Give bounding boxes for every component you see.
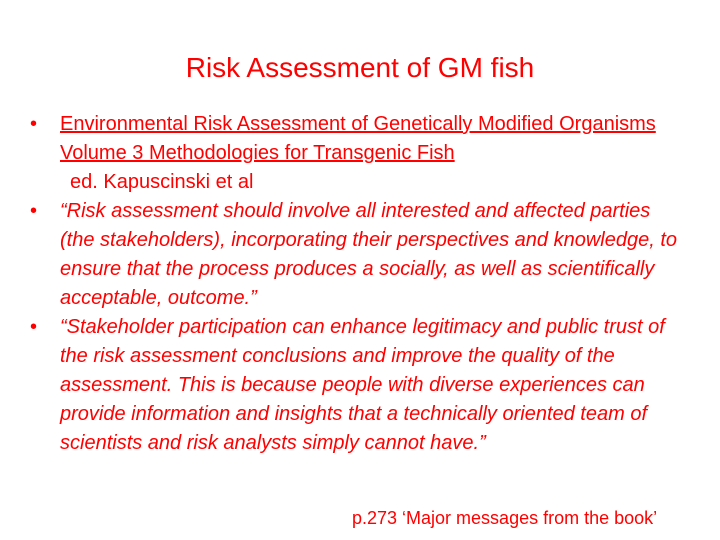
editor-credit: ed. Kapuscinski et al <box>70 171 254 193</box>
list-item-book-reference <box>30 110 690 197</box>
bullet-icon: • <box>30 316 38 338</box>
bullet-icon: • <box>30 200 38 222</box>
list-item-quote-1 <box>30 197 690 313</box>
list-item-quote-2 <box>30 313 690 458</box>
quote-text: “Stakeholder participation can enhance legitimacy and public trust of the risk assessment conclusions and improve the quality of the assessment. This is because people with diverse experiences can provide information and insights that a technically oriented team of scientists and risk analysts simply cannot have.” <box>60 316 665 454</box>
quote-text: “Risk assessment should involve all interested and affected parties (the stakeholders), incorporating their perspectives and knowledge, to ensure that the process produces a socially, as well as scientifically acceptable, outcome.” <box>60 200 678 309</box>
source-citation: p.273 ‘Major messages from the book’ <box>352 508 658 528</box>
bullet-list <box>30 110 690 458</box>
bullet-icon: • <box>30 113 38 135</box>
book-title-link[interactable]: Environmental Risk Assessment of Genetically Modified Organisms Volume 3 Methodologies for Transgenic Fish <box>60 113 656 164</box>
slide-title: Risk Assessment of GM fish <box>185 52 535 83</box>
